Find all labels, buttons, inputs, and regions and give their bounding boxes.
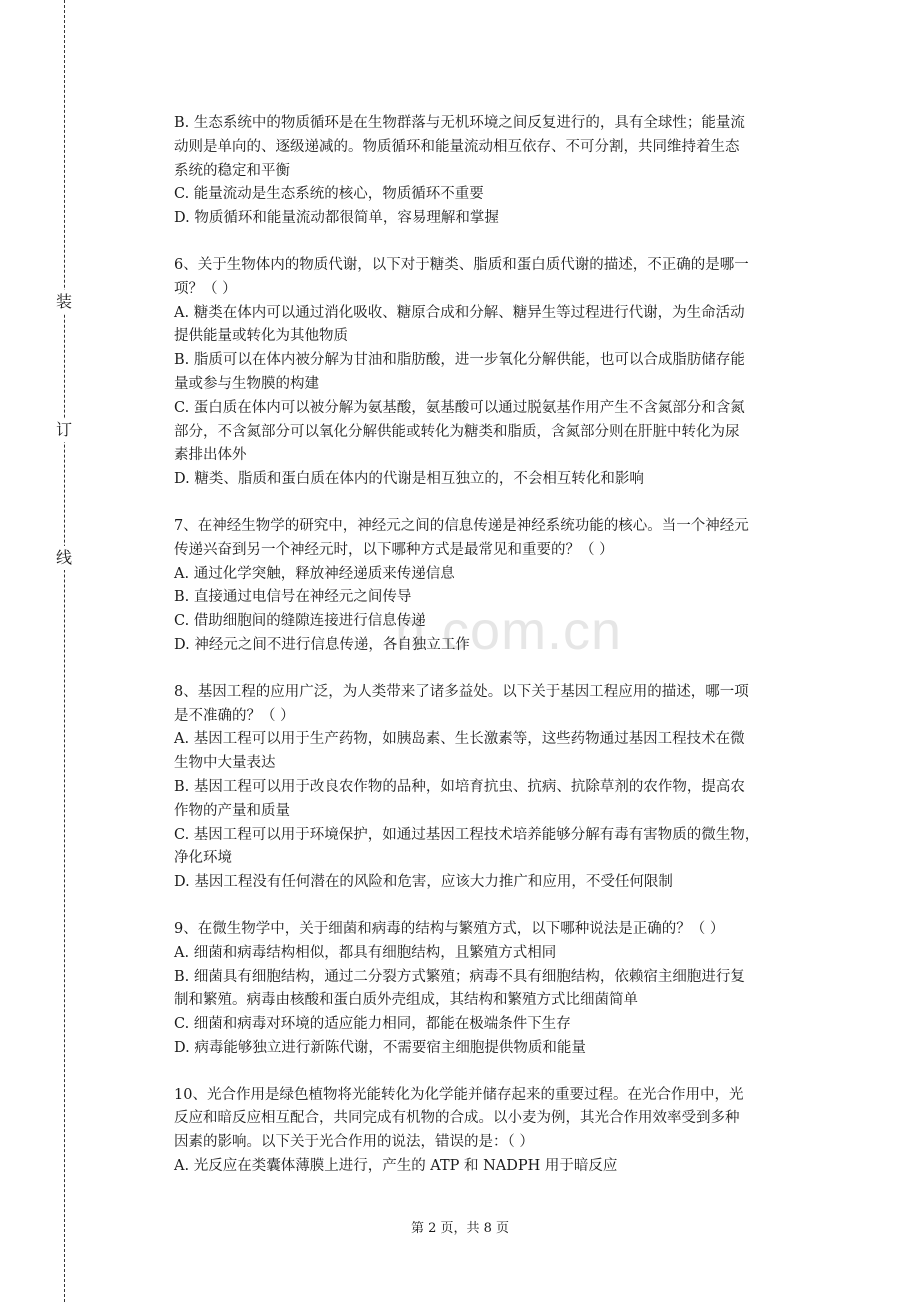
text-line: 作物的产量和质量 [174, 802, 290, 819]
text-line: B. 脂质可以在体内被分解为甘油和脂肪酸，进一步氧化分解供能，也可以合成脂肪储存能 [174, 352, 745, 369]
text-line: A. 糖类在体内可以通过消化吸收、糖原合成和分解、糖异生等过程进行代谢，为生命活动 [174, 304, 745, 321]
text-line: B. 生态系统中的物质循环是在生物群落与无机环境之间反复进行的，具有全球性；能量流 [174, 115, 745, 131]
question-block [174, 918, 824, 1061]
page-content [174, 112, 824, 1202]
text-line: 净化环境 [174, 850, 232, 867]
text-line: 系统的稳定和平衡 [174, 162, 290, 179]
text-line: 8、基因工程的应用广泛，为人类带来了诸多益处。以下关于基因工程应用的描述，哪一项 [174, 683, 749, 700]
text-line: 部分，不含氮部分可以氧化分解供能或转化为糖类和脂质，含氮部分则在肝脏中转化为尿 [174, 423, 740, 440]
question-block [174, 1084, 824, 1179]
text-line: 是不准确的？（ ） [174, 707, 295, 724]
text-line: D. 病毒能够独立进行新陈代谢，不需要宿主细胞提供物质和能量 [174, 1039, 586, 1056]
text-line: D. 神经元之间不进行信息传递，各自独立工作 [174, 636, 470, 653]
binding-dashed-line [64, 0, 65, 1302]
text-line: 10、光合作用是绿色植物将光能转化为化学能并储存起来的重要过程。在光合作用中，光 [174, 1086, 744, 1103]
text-line: C. 能量流动是生态系统的核心，物质循环不重要 [174, 186, 484, 203]
binding-label-zhuang: 装 [52, 290, 76, 314]
text-line: C. 细菌和病毒对环境的适应能力相同，都能在极端条件下生存 [174, 1016, 571, 1033]
text-line: 制和繁殖。病毒由核酸和蛋白质外壳组成，其结构和繁殖方式比细菌简单 [174, 992, 638, 1009]
text-line: C. 借助细胞间的缝隙连接进行信息传递 [174, 613, 426, 630]
text-line: B. 直接通过电信号在神经元之间传导 [174, 589, 412, 606]
text-line: 因素的影响。以下关于光合作用的说法，错误的是：（ ） [174, 1134, 534, 1151]
text-line: A. 通过化学突触，释放神经递质来传递信息 [174, 565, 455, 582]
text-line: 动则是单向的、逐级递减的。物质循环和能量流动相互依存、不可分割，共同维持着生态 [174, 138, 740, 155]
text-line: 素排出体外 [174, 447, 247, 464]
text-line: A. 基因工程可以用于生产药物，如胰岛素、生长激素等，这些药物通过基因工程技术在微 [174, 731, 745, 748]
text-line: 9、在微生物学中，关于细菌和病毒的结构与繁殖方式，以下哪种说法是正确的？（ ） [174, 920, 725, 937]
question-block [174, 681, 824, 895]
text-line: 反应和暗反应相互配合，共同完成有机物的合成。以小麦为例，其光合作用效率受到多种 [174, 1110, 740, 1127]
watermark: n.com.cn [395, 601, 623, 661]
text-line: A. 细菌和病毒结构相似，都具有细胞结构，且繁殖方式相同 [174, 944, 557, 961]
text-line: C. 基因工程可以用于环境保护，如通过基因工程技术培养能够分解有毒有害物质的微生物， [174, 826, 760, 843]
text-line: D. 物质循环和能量流动都很简单，容易理解和掌握 [174, 210, 499, 227]
text-line: D. 基因工程没有任何潜在的风险和危害，应该大力推广和应用，不受任何限制 [174, 874, 673, 891]
text-line: 项？（ ） [174, 280, 237, 297]
text-line: D. 糖类、脂质和蛋白质在体内的代谢是相互独立的，不会相互转化和影响 [174, 471, 644, 488]
question-block [174, 515, 824, 658]
text-line: 6、关于生物体内的物质代谢，以下对于糖类、脂质和蛋白质代谢的描述，不正确的是哪一 [174, 256, 749, 273]
text-line: A. 光反应在类囊体薄膜上进行，产生的 ATP 和 NADPH 用于暗反应 [174, 1158, 618, 1175]
text-line: B. 基因工程可以用于改良农作物的品种，如培育抗虫、抗病、抗除草剂的农作物，提高农 [174, 778, 745, 795]
text-line: 传递兴奋到另一个神经元时，以下哪种方式是最常见和重要的？（ ） [174, 541, 614, 558]
text-line: 提供能量或转化为其他物质 [174, 328, 348, 345]
text-line: C. 蛋白质在体内可以被分解为氨基酸，氨基酸可以通过脱氨基作用产生不含氮部分和含氮 [174, 399, 745, 416]
text-line: B. 细菌具有细胞结构，通过二分裂方式繁殖；病毒不具有细胞结构，依赖宿主细胞进行复 [174, 968, 745, 985]
binding-label-xian: 线 [52, 546, 76, 570]
question-block [174, 112, 824, 231]
text-line: 量或参与生物膜的构建 [174, 375, 319, 392]
binding-label-ding: 订 [52, 418, 76, 442]
text-line: 7、在神经生物学的研究中，神经元之间的信息传递是神经系统功能的核心。当一个神经元 [174, 517, 749, 534]
page-footer: 第 2 页，共 8 页 [410, 1221, 510, 1236]
question-block [174, 254, 824, 492]
text-line: 生物中大量表达 [174, 755, 276, 772]
